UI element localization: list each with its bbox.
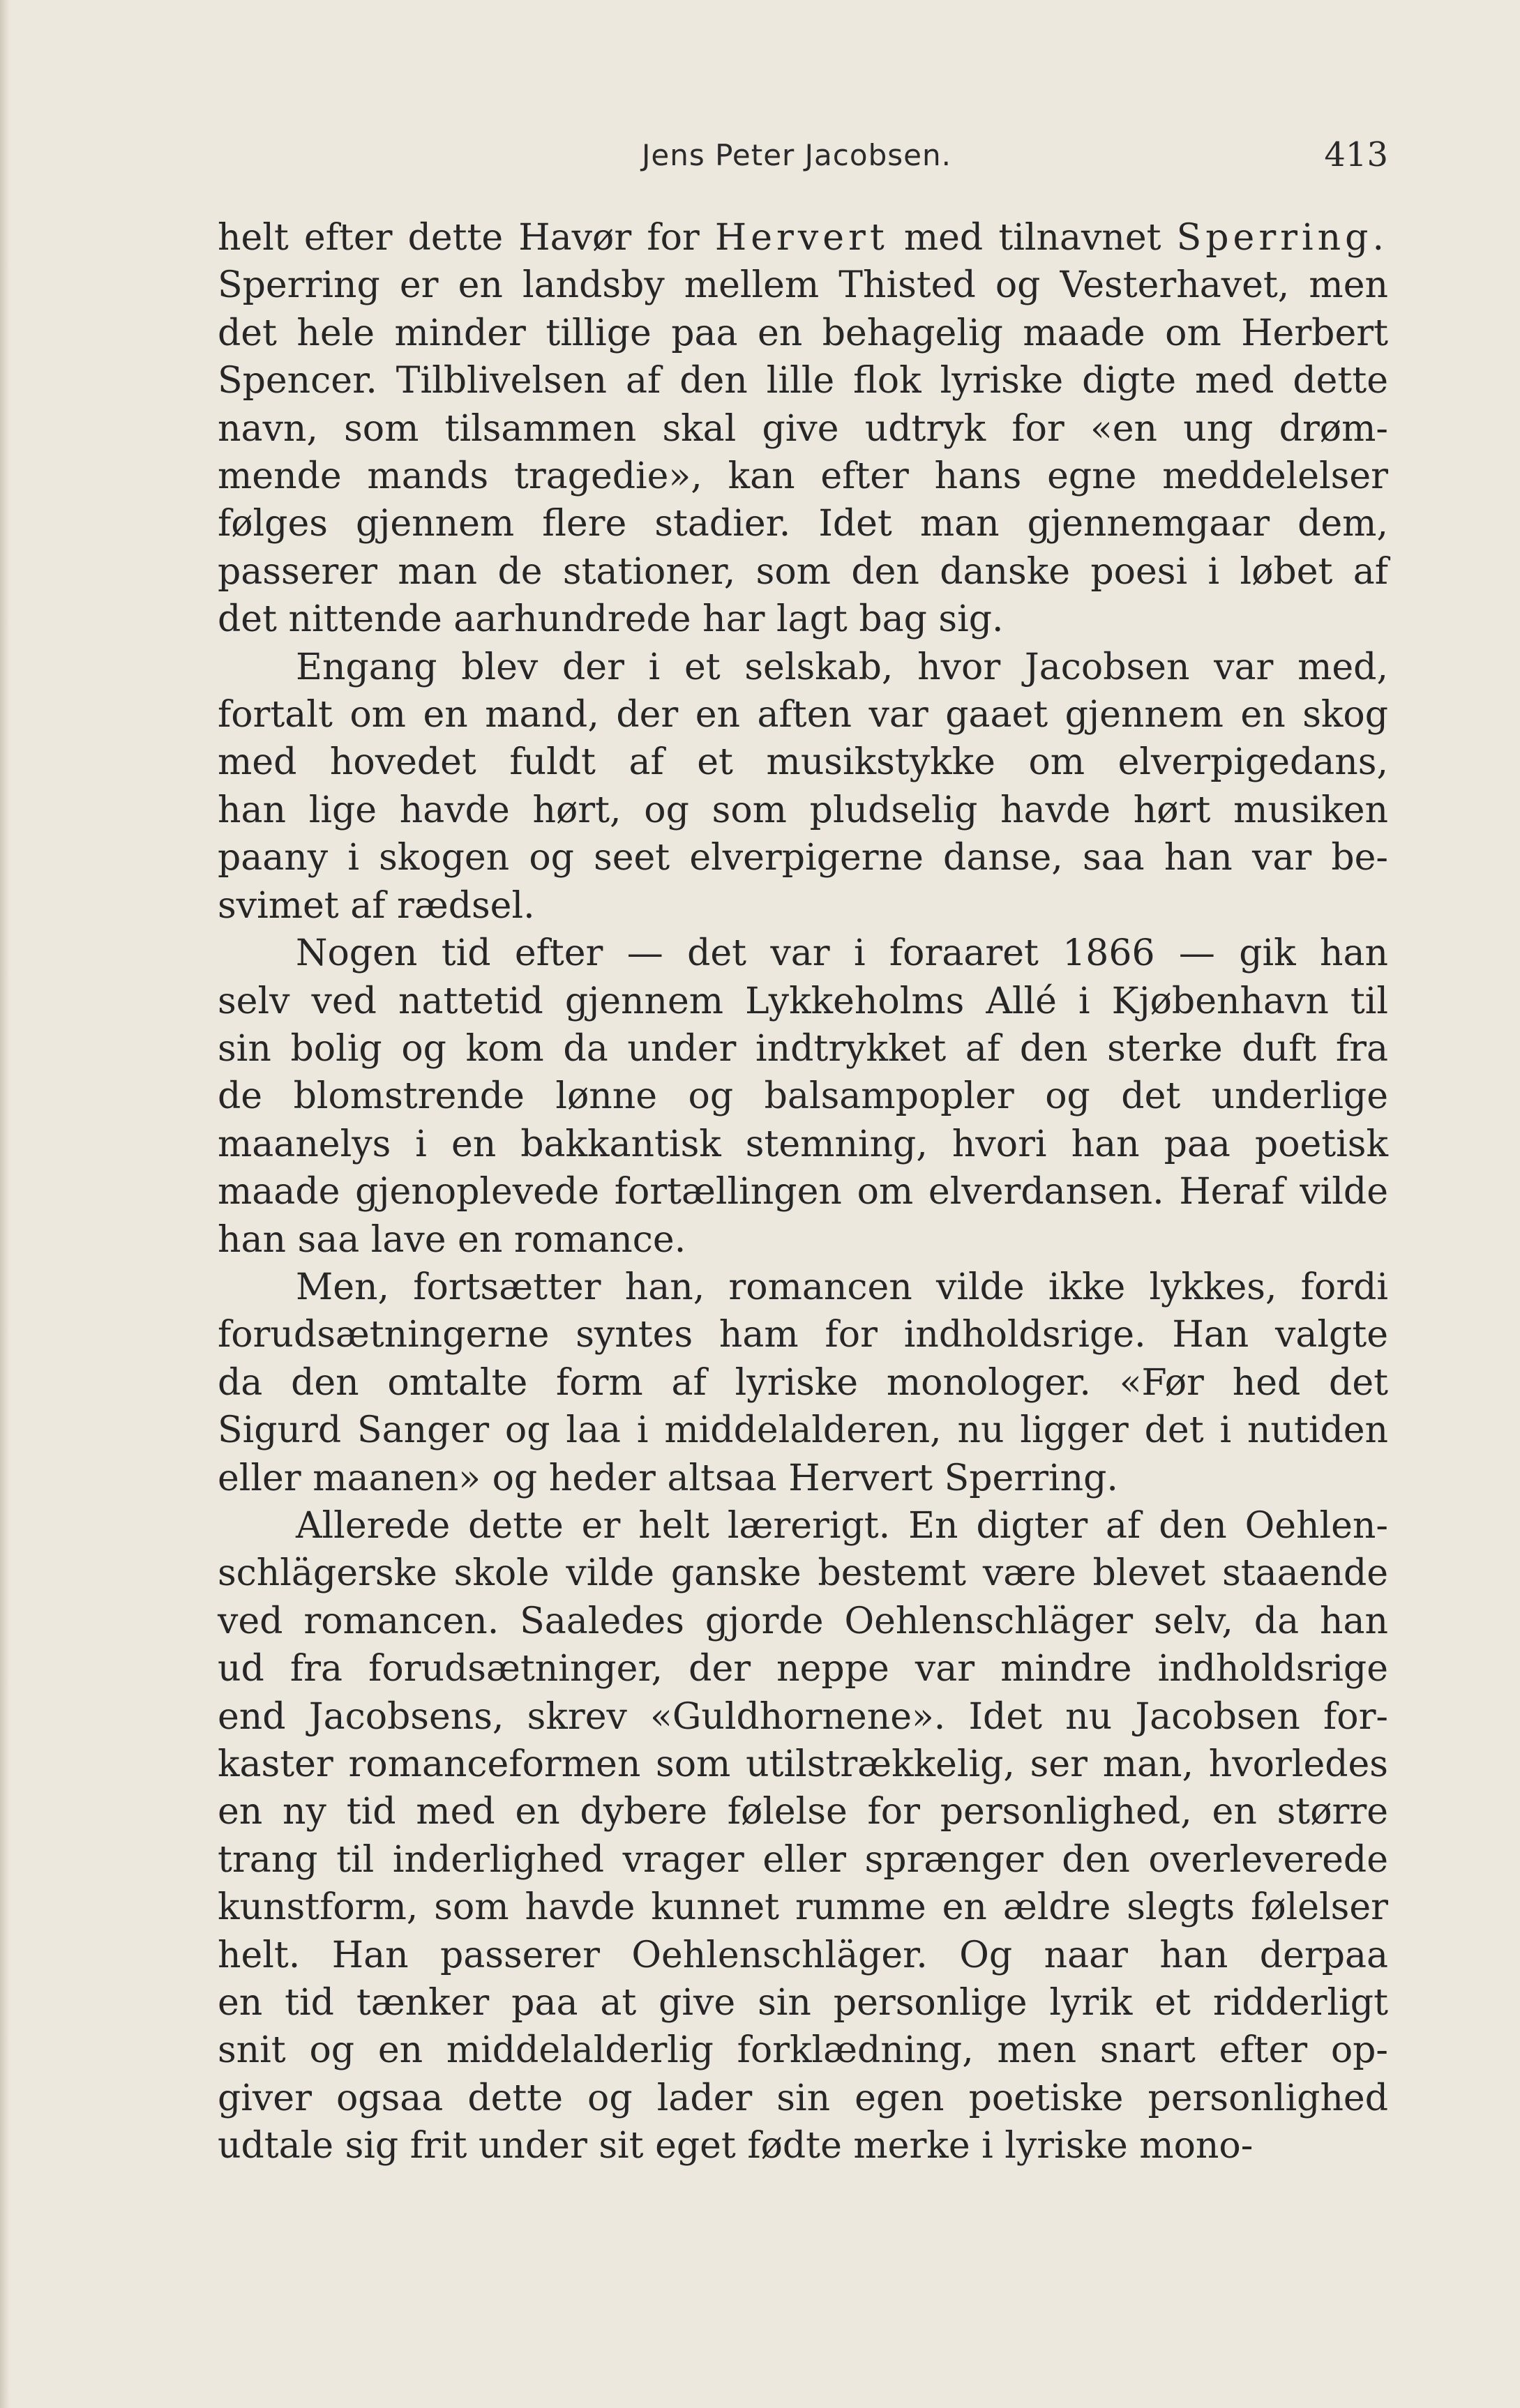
text-run: sin bolig og kom da under indtrykket af den sterke duft fra	[218, 1027, 1388, 1070]
text-run: med hovedet fuldt af et musikstykke om elverpigedans,	[218, 741, 1388, 784]
text-run: Men, fortsætter han, romancen vilde ikke lykkes, fordi	[296, 1266, 1388, 1308]
text-line	[218, 1502, 1388, 1550]
text-line	[218, 787, 1388, 834]
text-line	[218, 644, 1388, 691]
text-line	[218, 1121, 1388, 1168]
text-run: ud fra forudsætninger, der neppe var mindre indholdsrige	[218, 1648, 1388, 1690]
text-line	[218, 1693, 1388, 1741]
text-run: svimet af rædsel.	[218, 884, 535, 927]
text-line	[218, 1025, 1388, 1073]
spaced-name: Sperring.	[1176, 217, 1388, 259]
page-edge-shadow	[0, 0, 10, 2408]
text-line	[218, 453, 1388, 500]
text-line	[218, 405, 1388, 453]
page-header	[216, 134, 1388, 183]
text-run: helt. Han passerer Oehlenschläger. Og naar han derpaa	[218, 1934, 1388, 1976]
text-line	[218, 2027, 1388, 2074]
text-run: eller maanen» og heder altsaa Hervert Sperring.	[218, 1457, 1118, 1499]
text-run: maade gjenoplevede fortællingen om elverdansen. Heraf vilde	[218, 1171, 1388, 1213]
text-line	[218, 882, 1388, 930]
text-line	[218, 1979, 1388, 2027]
text-line	[218, 739, 1388, 786]
text-line	[218, 1264, 1388, 1311]
text-run: passerer man de stationer, som den danske poesi i løbet af	[218, 550, 1388, 593]
text-run: det hele minder tillige paa en behagelig maade om Herbert	[218, 312, 1388, 354]
text-run: snit og en middelalderlig forklædning, men snart efter op-	[218, 2029, 1388, 2072]
text-line	[218, 262, 1388, 309]
text-line	[218, 1788, 1388, 1835]
text-line	[218, 1741, 1388, 1788]
text-line	[218, 1836, 1388, 1884]
text-run: kunstform, som havde kunnet rumme en ældre slegts følelser	[218, 1886, 1388, 1929]
text-run: selv ved nattetid gjennem Lykkeholms Allé i Kjøbenhavn til	[218, 980, 1388, 1022]
page-number: 413	[1324, 135, 1388, 174]
text-run: helt efter dette Havør for	[218, 217, 715, 259]
text-run: udtale sig frit under sit eget fødte merke i lyriske mono-	[218, 2125, 1254, 2167]
text-run: end Jacobsens, skrev «Guldhornene». Idet nu Jacobsen for-	[218, 1695, 1388, 1738]
text-run: trang til inderlighed vrager eller sprænger den overleverede	[218, 1838, 1388, 1881]
text-run: paany i skogen og seet elverpigerne danse, saa han var be-	[218, 837, 1388, 879]
spaced-name: Hervert	[714, 217, 889, 259]
text-line	[218, 310, 1388, 357]
text-run: kaster romanceformen som utilstrækkelig, ser man, hvorledes	[218, 1743, 1388, 1785]
text-run: han saa lave en romance.	[218, 1218, 686, 1261]
text-run: mende mands tragedie», kan efter hans egne meddelelser	[218, 455, 1388, 498]
text-run: da den omtalte form af lyriske monologer. «Før hed det	[218, 1361, 1388, 1404]
text-line	[218, 357, 1388, 404]
text-line	[218, 978, 1388, 1025]
text-line	[218, 1932, 1388, 1979]
text-line	[218, 548, 1388, 596]
text-line	[218, 1216, 1388, 1264]
text-run: de blomstrende lønne og balsampopler og det underlige	[218, 1075, 1388, 1118]
text-line	[218, 214, 1388, 262]
text-line	[218, 2122, 1388, 2170]
text-line	[218, 1455, 1388, 1502]
text-run: en tid tænker paa at give sin personlige lyrik et ridderligt	[218, 1982, 1388, 2024]
text-run: forudsætningerne syntes ham for indholdsrige. Han valgte	[218, 1314, 1388, 1356]
text-run: en ny tid med en dybere følelse for personlighed, en større	[218, 1791, 1388, 1833]
text-line	[218, 1311, 1388, 1358]
text-run: fortalt om en mand, der en aften var gaaet gjennem en skog	[218, 694, 1388, 736]
text-run: maanelys i en bakkantisk stemning, hvori han paa poetisk	[218, 1123, 1388, 1165]
text-run: giver ogsaa dette og lader sin egen poetiske personlighed	[218, 2077, 1388, 2119]
text-line	[218, 596, 1388, 643]
text-line	[218, 834, 1388, 881]
text-run: Sigurd Sanger og laa i middelalderen, nu ligger det i nutiden	[218, 1409, 1388, 1452]
text-line	[218, 1884, 1388, 1931]
text-run: Engang blev der i et selskab, hvor Jacobsen var med,	[296, 646, 1388, 688]
text-line	[218, 691, 1388, 739]
text-line	[218, 930, 1388, 977]
body-text	[218, 214, 1388, 2170]
text-line	[218, 500, 1388, 547]
text-line	[218, 1073, 1388, 1120]
text-line	[218, 1168, 1388, 1216]
text-run: Allerede dette er helt lærerigt. En digter af den Oehlen-	[296, 1504, 1388, 1547]
text-run: navn, som tilsammen skal give udtryk for «en ung drøm-	[218, 407, 1388, 450]
text-run: schlägerske skole vilde ganske bestemt være blevet staaende	[218, 1552, 1388, 1595]
text-run: Sperring er en landsby mellem Thisted og Vesterhavet, men	[218, 264, 1388, 307]
text-run: Spencer. Tilblivelsen af den lille flok lyriske digte med dette	[218, 360, 1388, 402]
text-run: med tilnavnet	[888, 217, 1177, 259]
text-line	[218, 1550, 1388, 1597]
running-title: Jens Peter Jacobsen.	[642, 138, 951, 172]
text-run: følges gjennem flere stadier. Idet man gjennemgaar dem,	[218, 503, 1388, 545]
text-line	[218, 2075, 1388, 2122]
text-run: det nittende aarhundrede har lagt bag sig.	[218, 598, 1004, 641]
text-line	[218, 1598, 1388, 1645]
text-run: han lige havde hørt, og som pludselig havde hørt musiken	[218, 789, 1388, 831]
text-line	[218, 1359, 1388, 1407]
text-line	[218, 1407, 1388, 1454]
text-run: ved romancen. Saaledes gjorde Oehlenschläger selv, da han	[218, 1600, 1388, 1642]
text-line	[218, 1645, 1388, 1693]
text-run: Nogen tid efter — det var i foraaret 1866 — gik han	[296, 932, 1388, 975]
